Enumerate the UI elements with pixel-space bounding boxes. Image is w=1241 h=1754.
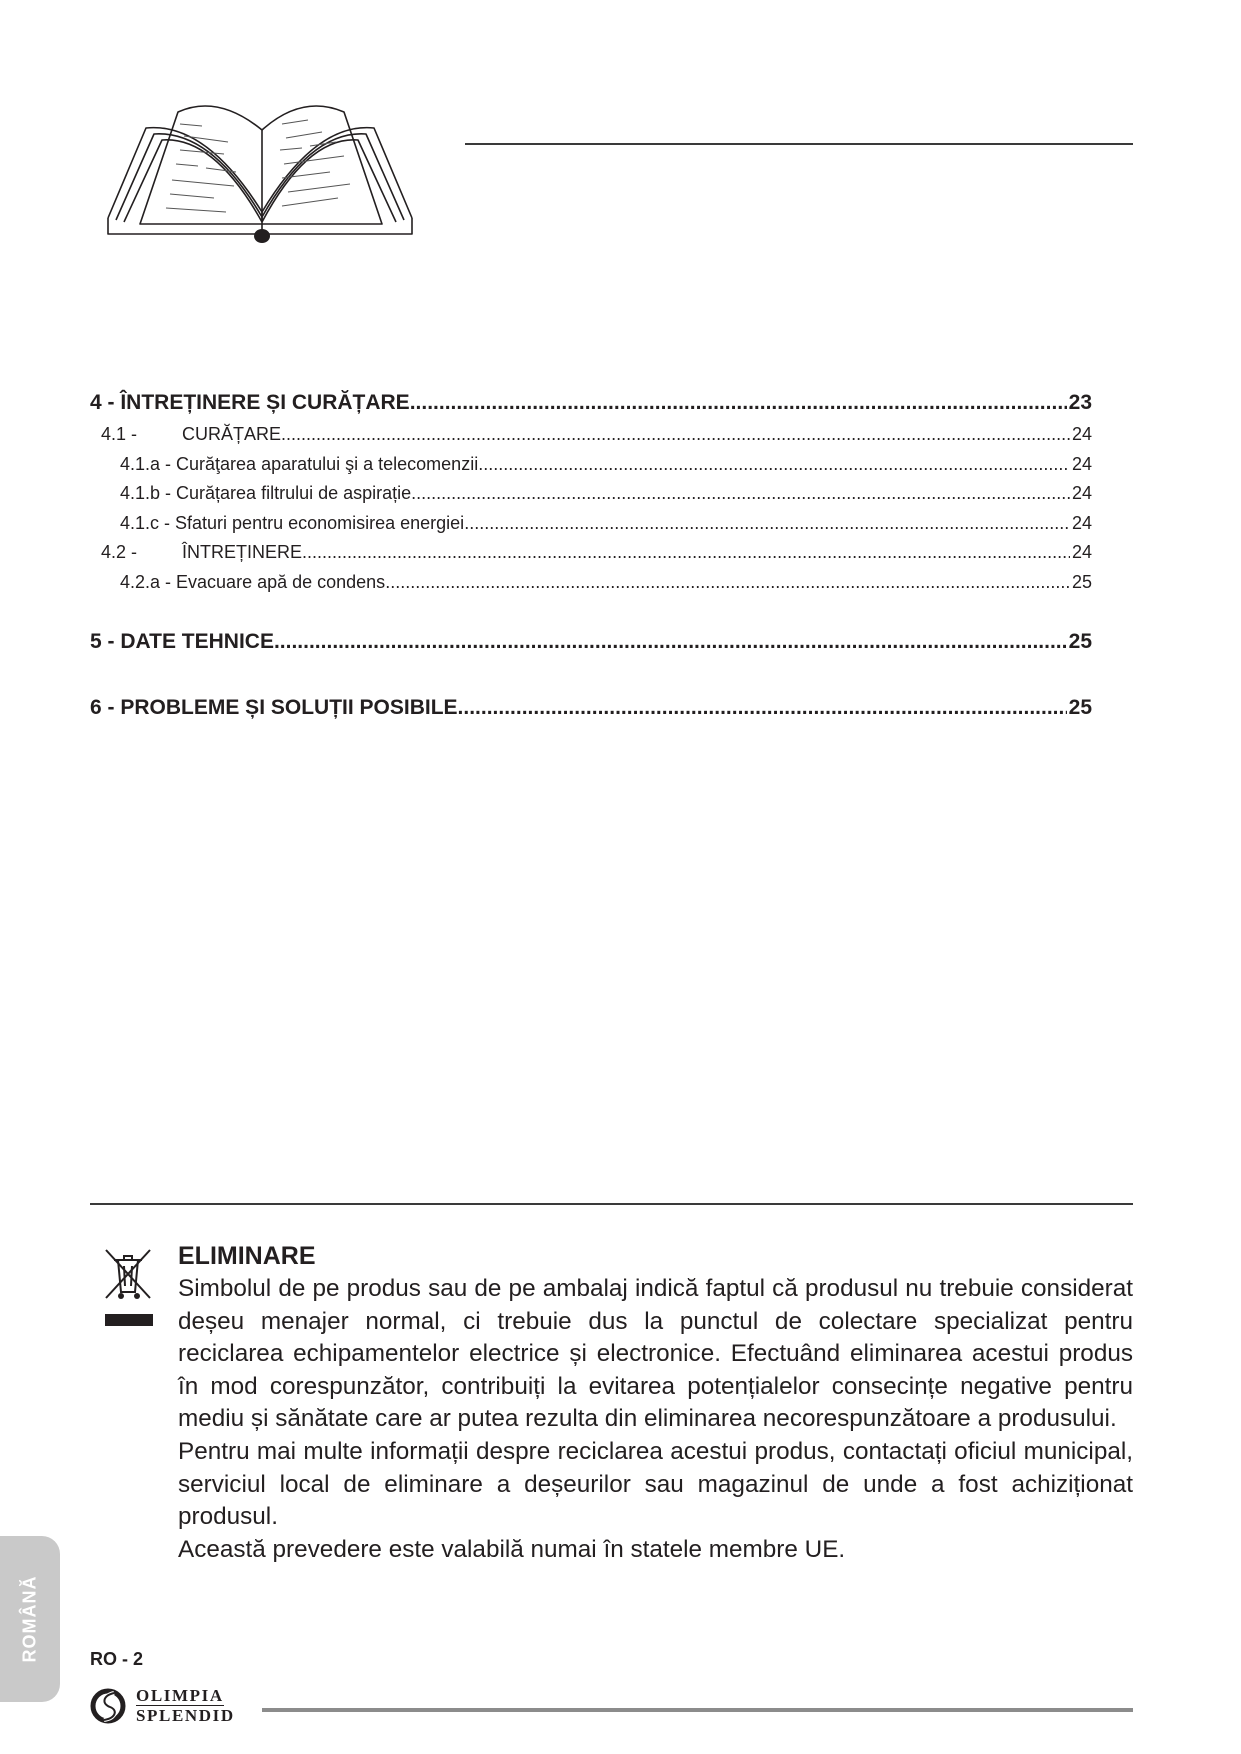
toc-entry-6[interactable] (90, 691, 1092, 725)
toc-leader (274, 625, 1067, 659)
toc-page: 24 (1071, 453, 1092, 474)
disposal-paragraph: Simbolul de pe produs sau de pe ambalaj indică faptul că produsul nu trebuie considerat deșeu menajer normal, ci trebuie dus la punctul de colectare specializat pentru reciclarea echipamentelor electrice și electronice. Efectuând eliminarea acestui produs în mod corespunzător, contribuiți la evitarea potențialelor consecințe negative pentru mediu și sănătate care ar putea rezulta din eliminarea necorespunzătoare a produsului. (178, 1275, 1133, 1433)
brand-name-line2: SPLENDID (136, 1706, 235, 1725)
toc-entry-4-2-a[interactable] (90, 568, 1092, 598)
weee-bar (105, 1314, 153, 1326)
toc-entry-5[interactable] (90, 625, 1092, 659)
toc-leader (411, 479, 1070, 509)
toc-leader (464, 509, 1070, 539)
brand-logo (90, 1686, 260, 1726)
open-book-icon (106, 100, 422, 248)
toc-page: 24 (1071, 424, 1092, 444)
toc-page: 25 (1068, 630, 1092, 653)
toc-page: 24 (1071, 512, 1092, 533)
toc-entry-4[interactable] (90, 386, 1092, 420)
disposal-text (178, 1273, 1133, 1566)
section-divider (90, 1203, 1133, 1205)
toc-entry-4-1-c[interactable] (90, 509, 1092, 539)
header-rule (465, 143, 1133, 145)
toc-entry-4-1[interactable] (90, 420, 1092, 450)
language-tab (0, 1536, 60, 1702)
olimpia-splendid-logo-icon (90, 1686, 130, 1726)
toc-label: ÎNTREȚINERE (182, 542, 303, 562)
toc-leader (410, 386, 1067, 420)
toc-label: 4.1.b - Curățarea filtrului de aspirație (120, 483, 412, 503)
toc-label: 5 - DATE TEHNICE (90, 630, 274, 653)
toc-entry-4-1-b[interactable] (90, 479, 1092, 509)
toc-page: 25 (1071, 571, 1092, 592)
toc-label: 4.2.a - Evacuare apă de condens (120, 571, 386, 592)
toc-leader (385, 568, 1070, 598)
footer-rule (262, 1708, 1133, 1712)
toc-label: CURĂȚARE (182, 424, 282, 444)
toc-entry-4-1-a[interactable] (90, 450, 1092, 480)
toc-entry-4-2[interactable] (90, 538, 1092, 568)
crossed-bin-icon (102, 1246, 154, 1302)
toc-label: 6 - PROBLEME ȘI SOLUȚII POSIBILE (90, 696, 458, 719)
brand-name-line1: OLIMPIA (136, 1686, 224, 1705)
toc-leader (478, 450, 1070, 480)
toc-page: 25 (1068, 696, 1092, 719)
toc-label: 4.1.a - Curăţarea aparatului şi a telecomenzii (120, 453, 479, 474)
disposal-title: ELIMINARE (178, 1242, 316, 1270)
toc-page: 23 (1068, 391, 1092, 414)
toc-label: 4.1.c - Sfaturi pentru economisirea energiei (120, 512, 465, 533)
table-of-contents (90, 386, 1092, 725)
toc-number: 4.1 - (101, 424, 138, 444)
toc-leader (302, 538, 1070, 568)
disposal-paragraph: Această prevedere este valabilă numai în statele membre UE. (178, 1535, 846, 1563)
toc-leader (458, 691, 1067, 725)
toc-number: 4.2 - (101, 542, 138, 562)
toc-leader (281, 420, 1070, 450)
toc-page: 24 (1071, 483, 1092, 503)
toc-label: 4 - ÎNTREȚINERE ȘI CURĂȚARE (90, 391, 410, 414)
toc-page: 24 (1071, 542, 1092, 562)
language-tab-label: ROMÂNĂ (19, 1575, 40, 1663)
page-number: RO - 2 (90, 1649, 144, 1669)
disposal-paragraph: Pentru mai multe informații despre reciclarea acestui produs, contactați oficiul municipal, serviciul local de eliminare a deșeurilor sau magazinul de unde a fost achiziționat produsul. (178, 1437, 1133, 1531)
